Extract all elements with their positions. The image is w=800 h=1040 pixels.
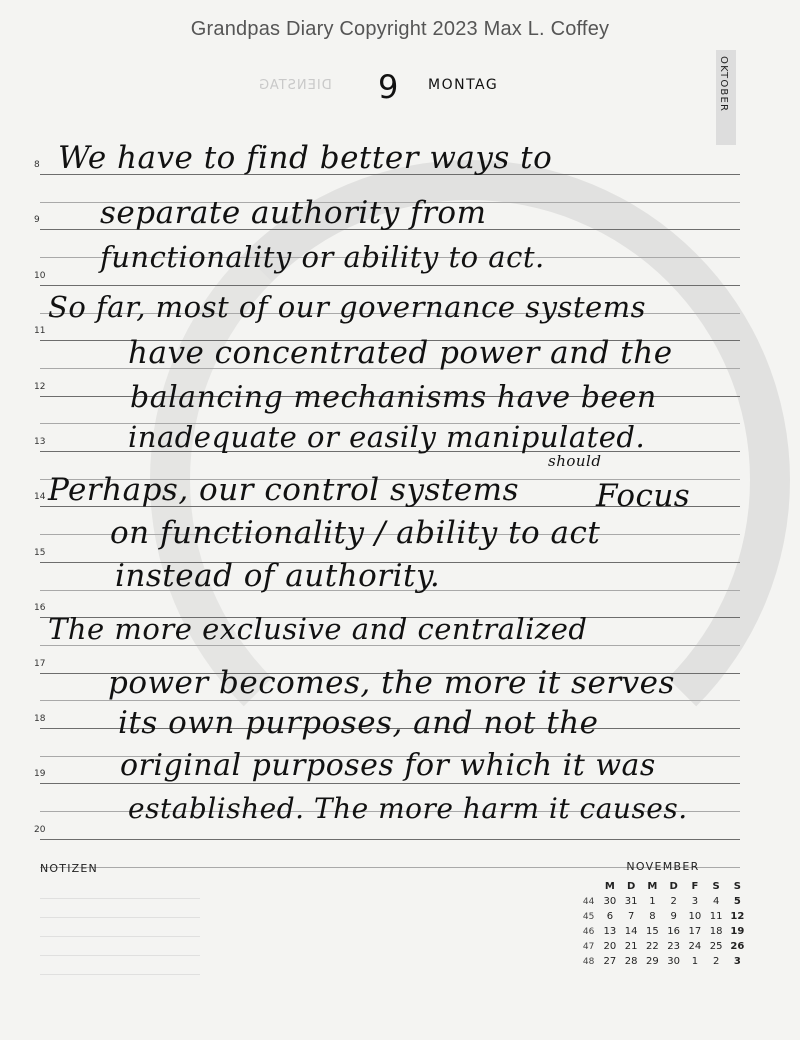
weekday-label: M <box>647 881 658 892</box>
calendar-day: 22 <box>646 941 659 952</box>
mini-calendar <box>578 860 748 969</box>
notes-label: NOTIZEN <box>40 862 98 875</box>
entry-line: Focus <box>596 478 691 514</box>
entry-line: its own purposes, and not the <box>118 705 599 741</box>
calendar-day: 12 <box>730 911 745 922</box>
calendar-day: 9 <box>670 911 677 922</box>
entry-line: So far, most of our governance systems <box>48 290 647 324</box>
entry-line: We have to find better ways to <box>58 140 553 176</box>
entry-line: inadequate or easily manipulated. <box>128 420 646 454</box>
calendar-day: 1 <box>649 896 656 907</box>
calendar-month: NOVEMBER <box>626 860 700 873</box>
week-number: 45 <box>582 911 595 922</box>
calendar-day: 19 <box>730 926 745 937</box>
calendar-week-row <box>578 909 748 924</box>
entry-insertion: should <box>548 452 602 470</box>
page-header: Grandpas Diary Copyright 2023 Max L. Coffey <box>190 18 610 40</box>
weekday-label: S <box>712 881 720 892</box>
hour-label: 20 <box>34 824 46 835</box>
calendar-weekday-row <box>578 879 748 894</box>
hour-label: 8 <box>34 160 40 170</box>
weekday-label: D <box>626 881 636 892</box>
entry-line: power becomes, the more it serves <box>108 665 675 701</box>
calendar-table <box>578 879 748 969</box>
calendar-day: 27 <box>603 956 617 967</box>
calendar-week-row <box>578 954 748 969</box>
notes-grid <box>40 880 200 990</box>
weekday-label: M <box>604 881 615 892</box>
calendar-day: 5 <box>733 896 741 907</box>
calendar-day: 25 <box>709 941 723 952</box>
entry-line: established. The more harm it causes. <box>128 792 688 825</box>
calendar-day: 2 <box>670 896 677 907</box>
calendar-day: 8 <box>649 911 656 922</box>
calendar-day: 6 <box>606 911 614 922</box>
calendar-day: 10 <box>688 911 702 922</box>
weekday-label: S <box>733 881 741 892</box>
hour-label: 19 <box>34 769 46 780</box>
entry-line: functionality or ability to act. <box>100 240 545 274</box>
week-number: 44 <box>582 896 595 907</box>
calendar-week-row <box>578 939 748 954</box>
calendar-day: 23 <box>667 941 680 952</box>
calendar-day: 30 <box>667 956 680 967</box>
week-header-cell <box>578 879 599 894</box>
calendar-day: 14 <box>624 926 638 937</box>
calendar-day: 21 <box>624 941 638 952</box>
calendar-day: 1 <box>691 956 699 967</box>
hour-label: 18 <box>34 714 46 724</box>
calendar-day: 7 <box>627 911 635 922</box>
hour-label: 12 <box>34 381 46 392</box>
calendar-day: 13 <box>603 926 617 937</box>
hour-label: 10 <box>34 270 46 281</box>
hour-label: 15 <box>34 547 46 558</box>
calendar-week-row <box>578 924 748 939</box>
weekday-label: D <box>669 881 678 892</box>
calendar-day: 15 <box>646 926 659 937</box>
entry-line: separate authority from <box>100 195 487 231</box>
calendar-day: 28 <box>624 956 638 967</box>
hour-label: 11 <box>34 326 46 337</box>
calendar-day: 2 <box>712 956 720 967</box>
calendar-day: 31 <box>624 896 638 907</box>
calendar-day: 3 <box>733 956 741 967</box>
entry-line: on functionality / ability to act <box>110 515 601 551</box>
entry-line: original purposes for which it was <box>120 748 656 783</box>
hour-label: 13 <box>34 437 46 447</box>
week-number: 48 <box>582 956 595 967</box>
hour-label: 16 <box>34 603 46 614</box>
calendar-day: 17 <box>688 926 702 937</box>
week-number: 47 <box>582 941 595 952</box>
calendar-day: 18 <box>709 926 723 937</box>
calendar-day: 26 <box>730 941 745 952</box>
entry-line: instead of authority. <box>115 558 441 594</box>
calendar-day: 3 <box>691 896 699 907</box>
bleed-through-header: DIENSTAG <box>258 78 332 93</box>
calendar-day: 16 <box>667 926 680 937</box>
calendar-day: 30 <box>603 896 617 907</box>
week-number: 46 <box>582 926 595 937</box>
entry-line: have concentrated power and the <box>128 335 673 371</box>
day-number: 9 <box>378 68 399 106</box>
month-tab-label: OKTOBER <box>718 56 729 113</box>
calendar-week-row <box>578 894 748 909</box>
weekday-label: F <box>691 881 699 892</box>
day-name: MONTAG <box>428 77 499 93</box>
entry-line: balancing mechanisms have been <box>130 380 657 415</box>
calendar-day: 11 <box>709 911 723 922</box>
calendar-day: 4 <box>712 896 720 907</box>
calendar-day: 24 <box>688 941 702 952</box>
hour-label: 17 <box>34 658 46 669</box>
calendar-day: 29 <box>646 956 659 967</box>
hour-label: 14 <box>34 492 46 503</box>
hour-label: 9 <box>34 215 40 226</box>
entry-line: Perhaps, our control systems <box>48 472 519 508</box>
calendar-day: 20 <box>603 941 617 952</box>
entry-line: The more exclusive and centralized <box>48 612 588 646</box>
